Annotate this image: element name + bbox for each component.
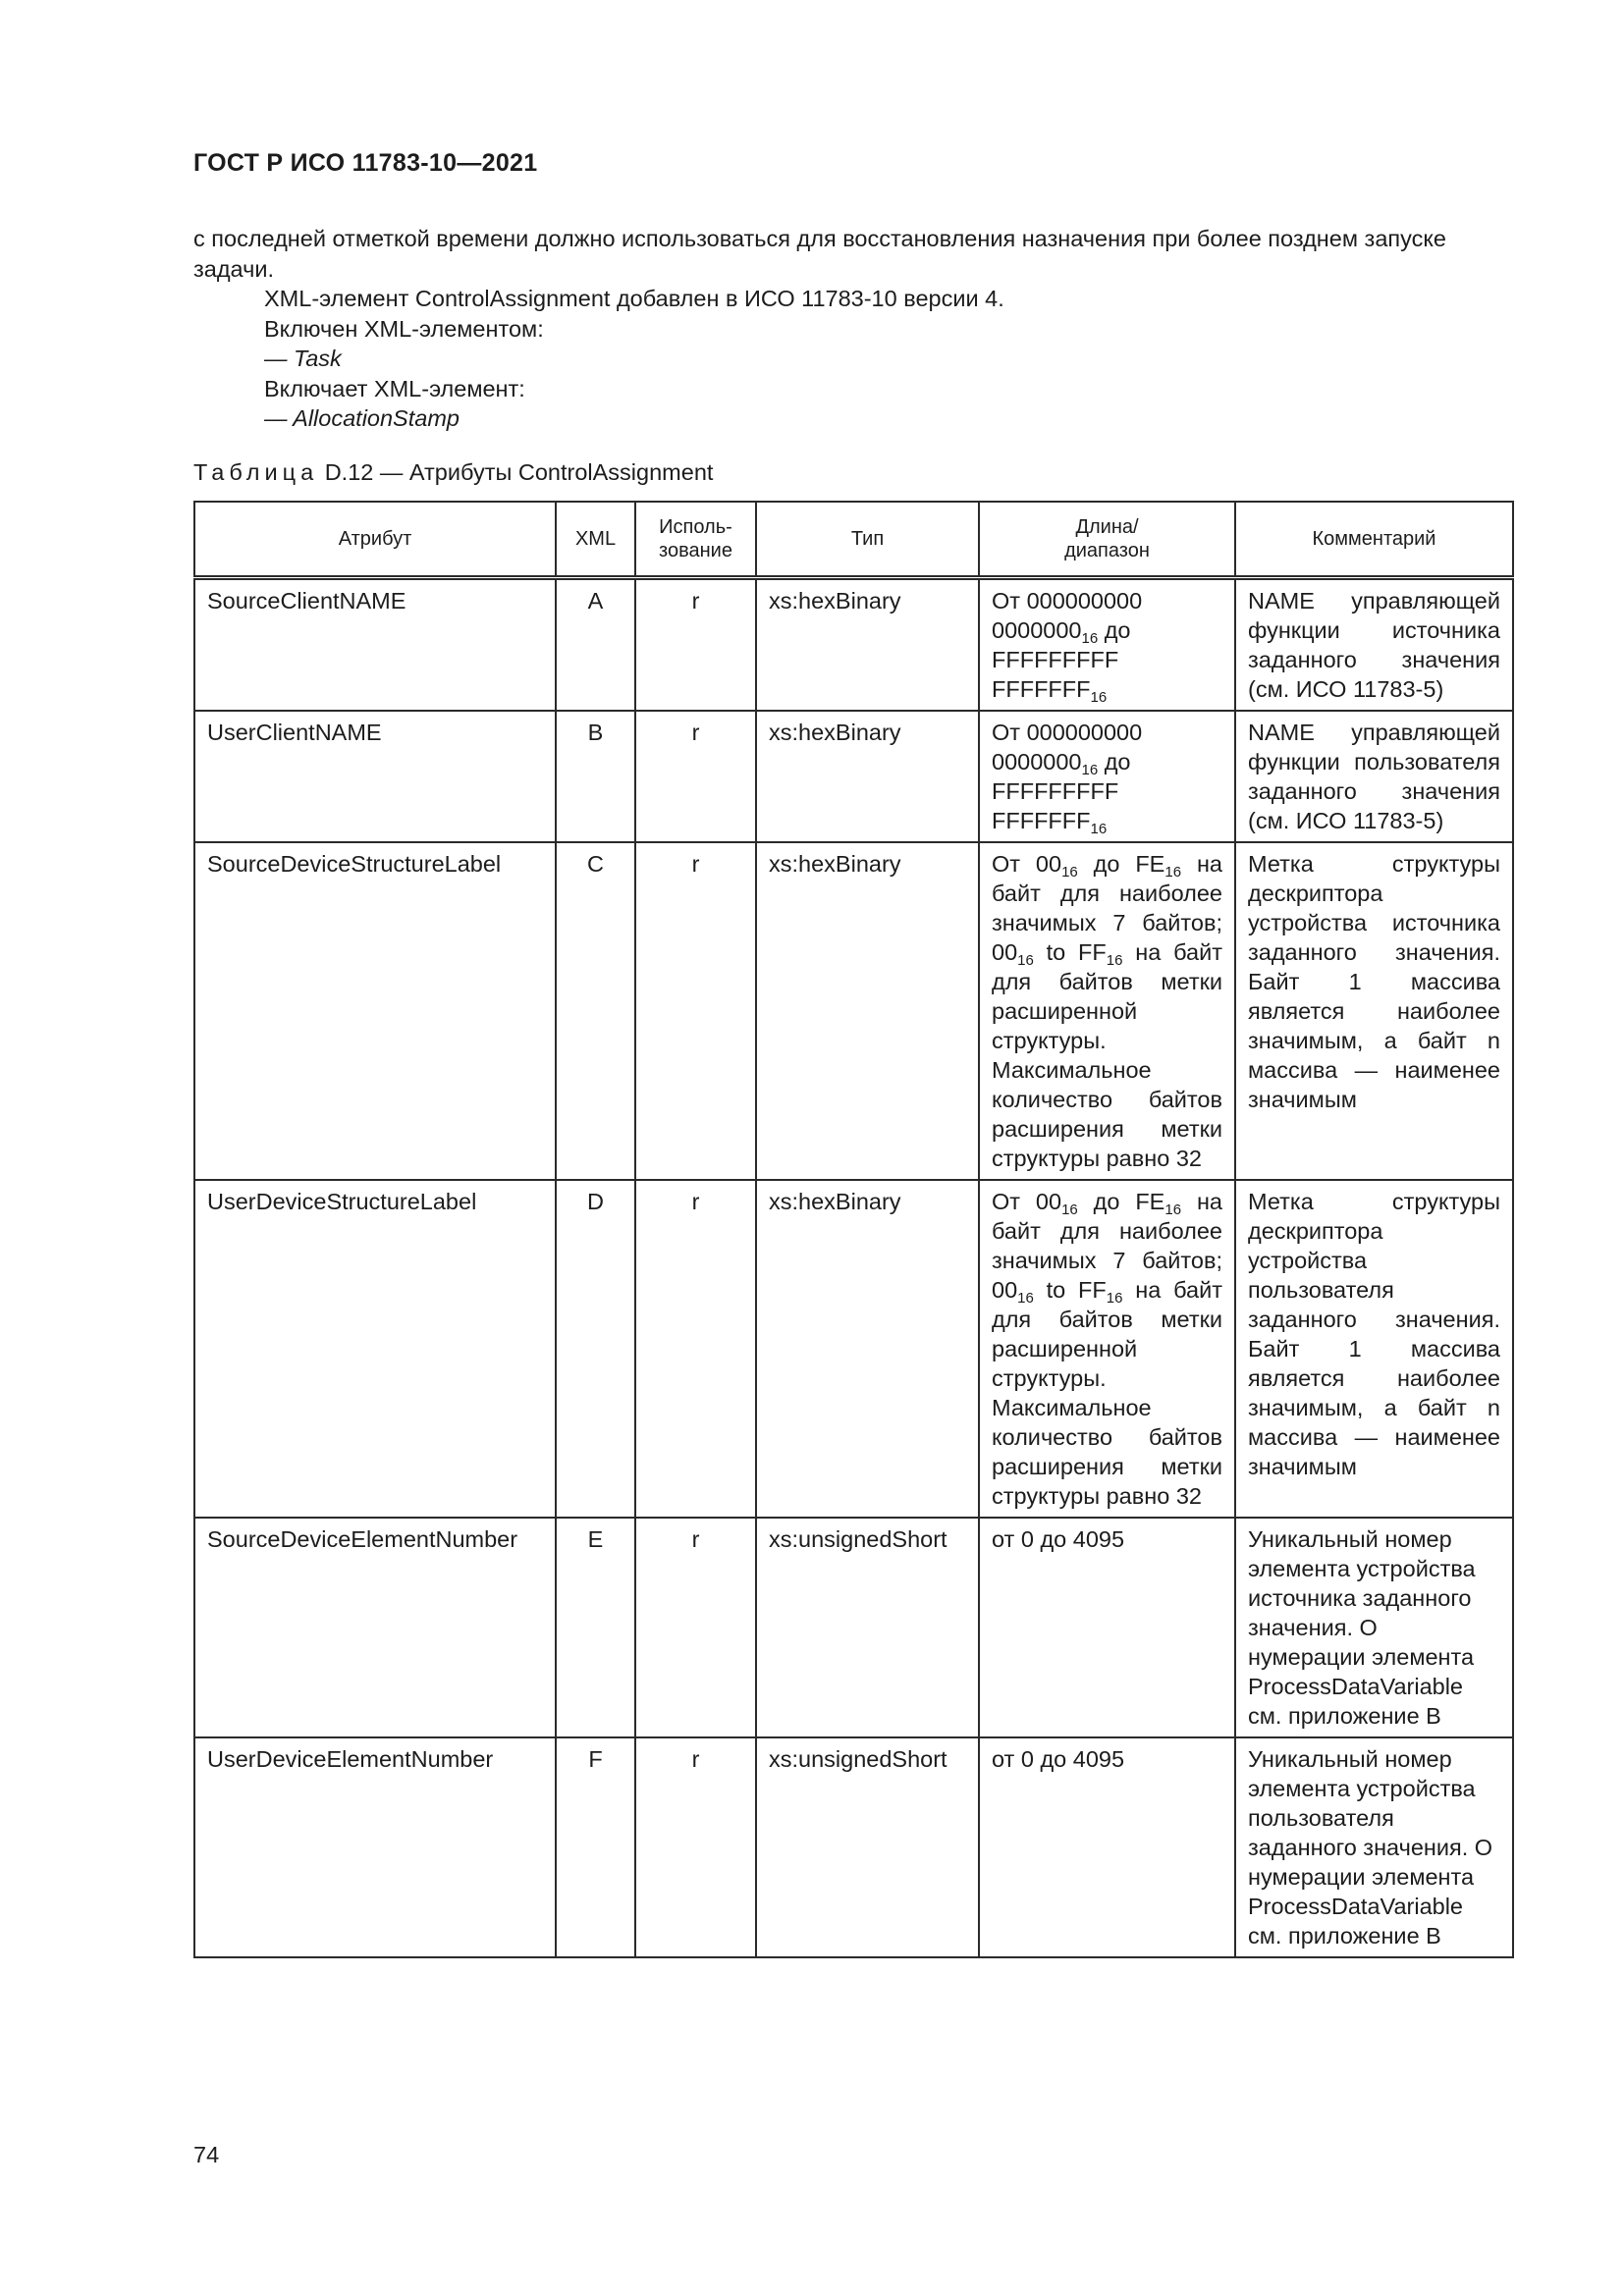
table-row	[194, 1518, 1513, 1737]
cell-range	[979, 842, 1235, 1180]
header-type: Тип	[756, 502, 979, 578]
cell-attribute: UserDeviceElementNumber	[194, 1737, 556, 1957]
cell-type: xs:unsignedShort	[756, 1737, 979, 1957]
cell-usage: r	[635, 711, 756, 842]
header-usage	[635, 502, 756, 578]
subscript: 16	[1164, 864, 1182, 881]
cell-xml: D	[556, 1180, 635, 1518]
page-header: ГОСТ Р ИСО 11783-10—2021	[193, 149, 538, 177]
subscript: 16	[1106, 1290, 1123, 1307]
cell-usage: r	[635, 1518, 756, 1737]
subscript: 16	[1081, 762, 1099, 778]
table-row	[194, 1737, 1513, 1957]
subscript: 16	[1017, 1290, 1034, 1307]
range-part: to FF	[1033, 939, 1107, 965]
table-header-row	[194, 502, 1513, 578]
header-length	[979, 502, 1235, 578]
range-part: на байт для наиболее значимых 7 байтов; 00	[992, 1189, 1223, 1303]
cell-comment: NAME управляющей функции источника заданного значения (см. ИСО 11783-5)	[1235, 578, 1513, 712]
cell-type: xs:hexBinary	[756, 578, 979, 712]
table-caption	[193, 459, 713, 486]
cell-comment: Метка структуры дескриптора устройства пользователя заданного значения. Байт 1 массива является наиболее значимым, а байт n массива — наименее значимым	[1235, 1180, 1513, 1518]
cell-xml: C	[556, 842, 635, 1180]
range-part: От 000000000	[992, 588, 1143, 614]
range-part: до FE	[1077, 1189, 1165, 1214]
cell-usage: r	[635, 1737, 756, 1957]
cell-type: xs:hexBinary	[756, 1180, 979, 1518]
subscript: 16	[1081, 630, 1099, 647]
subscript: 16	[1090, 821, 1108, 837]
range-part: От 00	[992, 851, 1062, 877]
table-row	[194, 711, 1513, 842]
table-row	[194, 842, 1513, 1180]
range-part: От 00	[992, 1189, 1062, 1214]
cell-attribute: UserDeviceStructureLabel	[194, 1180, 556, 1518]
header-usage-line1: Исполь-	[659, 516, 732, 538]
header-length-line1: Длина/	[1075, 516, 1139, 538]
cell-range: от 0 до 4095	[979, 1737, 1235, 1957]
included-by-label: Включен XML-элементом:	[264, 315, 544, 342]
cell-xml: F	[556, 1737, 635, 1957]
added-note: XML-элемент ControlAssignment добавлен в ИСО 11783-10 версии 4.	[264, 286, 1004, 311]
header-length-line2: диапазон	[1064, 540, 1150, 561]
table-row	[194, 1180, 1513, 1518]
cell-type: xs:hexBinary	[756, 711, 979, 842]
range-part: на байт для байтов метки расширенной структуры. Максимальное количество байтов расширения метки структуры равно 32	[992, 939, 1222, 1171]
included-by-item: — Task	[264, 346, 342, 371]
cell-xml: A	[556, 578, 635, 712]
intro-text	[193, 224, 1514, 434]
cell-comment: Уникальный номер элемента устройства источника заданного значения. О нумерации элемента ProcessDataVariable см. приложение В	[1235, 1518, 1513, 1737]
subscript: 16	[1164, 1201, 1182, 1218]
paragraph-continuation: с последней отметкой времени должно использоваться для восстановления назначения при более позднем запуске задачи.	[193, 226, 1446, 282]
range-part: FFFFFFFFF	[992, 647, 1119, 672]
cell-attribute: SourceDeviceElementNumber	[194, 1518, 556, 1737]
cell-xml: B	[556, 711, 635, 842]
cell-type: xs:hexBinary	[756, 842, 979, 1180]
cell-comment: Уникальный номер элемента устройства пользователя заданного значения. О нумерации элемента ProcessDataVariable см. приложение В	[1235, 1737, 1513, 1957]
cell-attribute: UserClientNAME	[194, 711, 556, 842]
header-comment: Комментарий	[1235, 502, 1513, 578]
cell-range	[979, 578, 1235, 712]
subscript: 16	[1106, 952, 1123, 969]
table-caption-prefix: Таблица	[193, 459, 319, 485]
attributes-table	[193, 501, 1514, 1958]
cell-usage: r	[635, 842, 756, 1180]
includes-label: Включает XML-элемент:	[264, 375, 525, 401]
cell-xml: E	[556, 1518, 635, 1737]
page-number: 74	[193, 2142, 220, 2167]
cell-usage: r	[635, 1180, 756, 1518]
includes-item: — AllocationStamp	[264, 405, 460, 431]
subscript: 16	[1090, 689, 1108, 706]
cell-comment: Метка структуры дескриптора устройства источника заданного значения. Байт 1 массива является наиболее значимым, а байт n массива — наименее значимым	[1235, 842, 1513, 1180]
range-part: 0000000	[992, 617, 1082, 643]
range-part: FFFFFFF	[992, 808, 1091, 833]
range-part: FFFFFFFFF	[992, 778, 1119, 804]
cell-range	[979, 1180, 1235, 1518]
subscript: 16	[1017, 952, 1034, 969]
range-part: на байт для наиболее значимых 7 байтов; 00	[992, 851, 1223, 965]
cell-usage: r	[635, 578, 756, 712]
cell-attribute: SourceDeviceStructureLabel	[194, 842, 556, 1180]
range-part: От 000000000	[992, 720, 1143, 745]
subscript: 16	[1061, 1201, 1078, 1218]
table-row	[194, 578, 1513, 712]
subscript: 16	[1061, 864, 1078, 881]
range-part: на байт для байтов метки расширенной структуры. Максимальное количество байтов расширения метки структуры равно 32	[992, 1277, 1222, 1509]
header-xml: XML	[556, 502, 635, 578]
range-part: to FF	[1033, 1277, 1107, 1303]
cell-type: xs:unsignedShort	[756, 1518, 979, 1737]
cell-attribute: SourceClientNAME	[194, 578, 556, 712]
range-part: до	[1098, 617, 1131, 643]
range-part: до	[1098, 749, 1131, 774]
table-caption-text: D.12 — Атрибуты ControlAssignment	[324, 459, 714, 485]
range-part: до FE	[1077, 851, 1165, 877]
header-usage-line2: зование	[659, 540, 732, 561]
header-attribute: Атрибут	[194, 502, 556, 578]
range-part: FFFFFFF	[992, 676, 1091, 702]
cell-comment: NAME управляющей функции пользователя заданного значения (см. ИСО 11783-5)	[1235, 711, 1513, 842]
cell-range	[979, 711, 1235, 842]
cell-range: от 0 до 4095	[979, 1518, 1235, 1737]
range-part: 0000000	[992, 749, 1082, 774]
